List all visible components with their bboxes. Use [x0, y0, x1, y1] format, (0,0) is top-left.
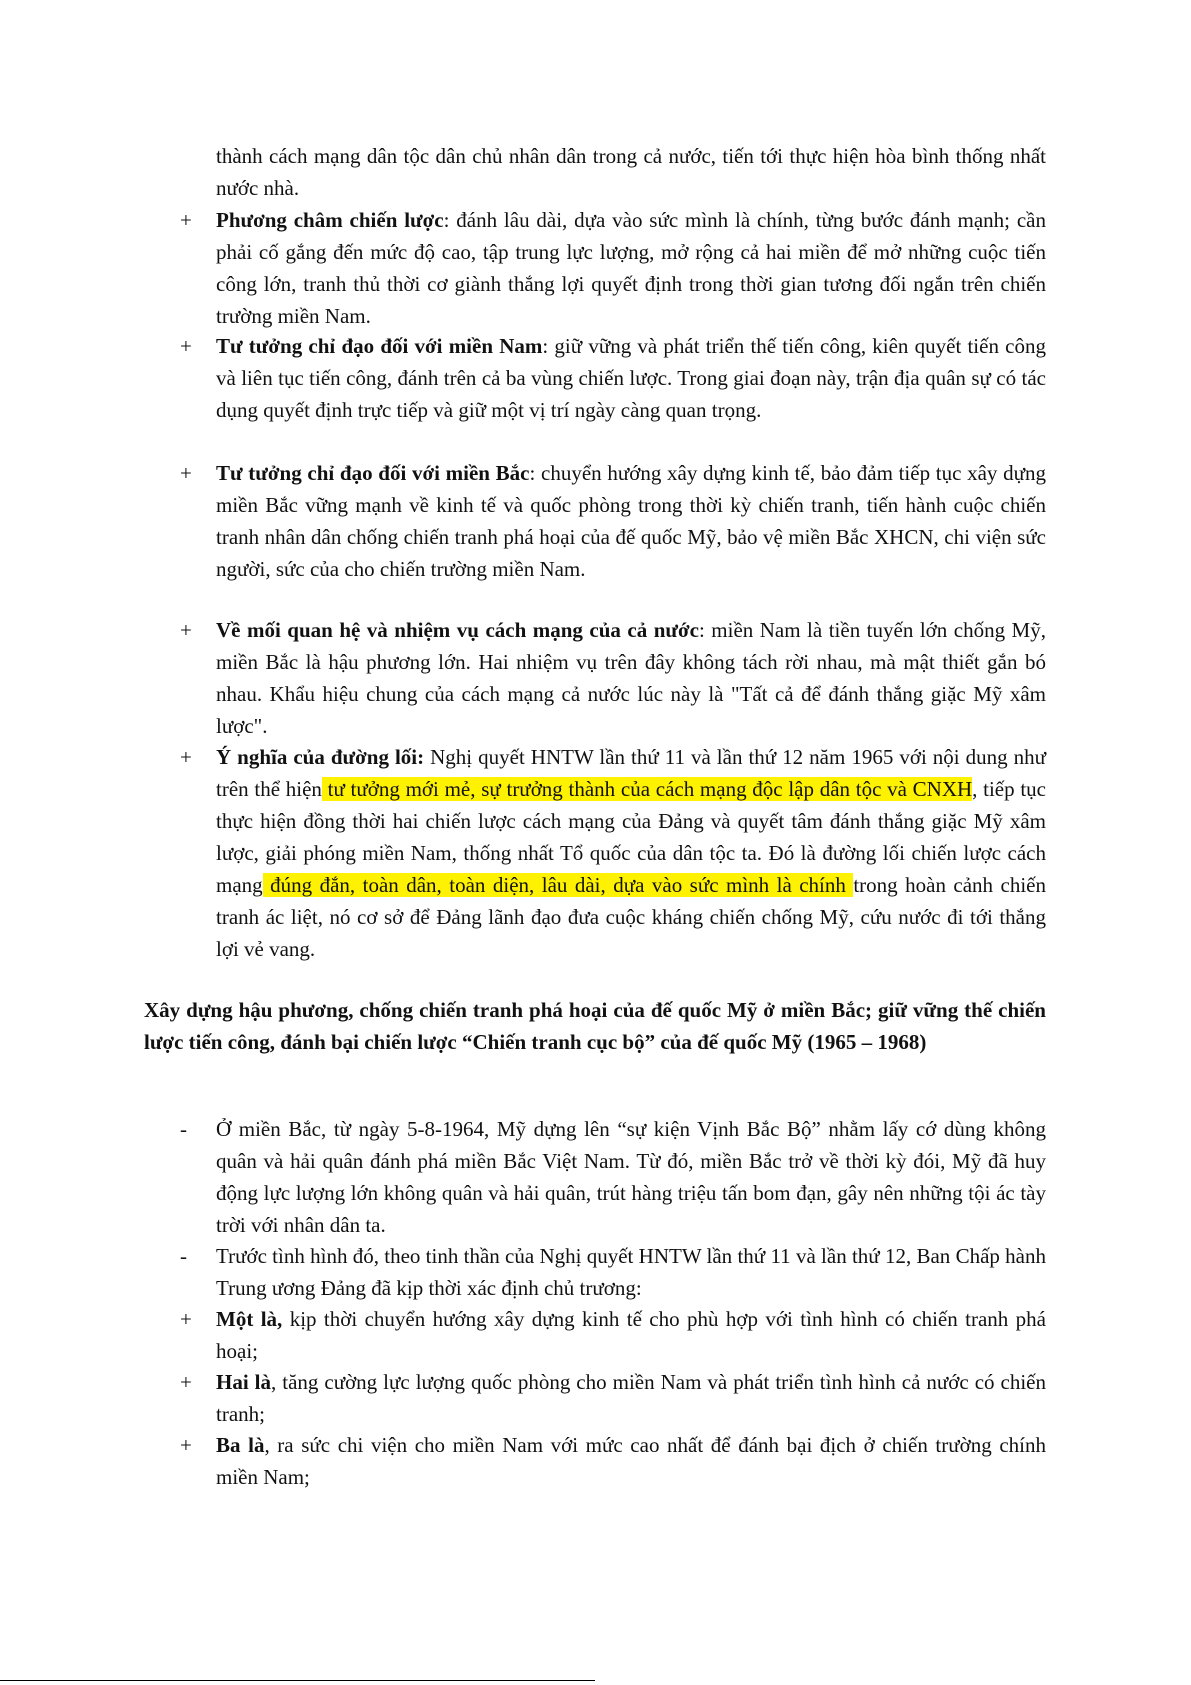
list-item-north-guidance — [180, 457, 1047, 585]
item-text: , tăng cường lực lượng quốc phòng cho miền Nam và phát triển tình hình cả nước có chiến tranh; — [216, 1370, 1046, 1426]
plus-bullet: + — [180, 1433, 192, 1457]
item-text: Nghị quyết HNTW lần thứ 11 và lần thứ 12 năm 1965 với nội dung như trên thể hiện — [216, 745, 1047, 801]
plus-bullet: + — [180, 334, 192, 358]
item-label: Tư tưởng chỉ đạo đối với miền Bắc — [216, 461, 530, 485]
plus-bullet: + — [180, 208, 192, 232]
highlighted-text: đúng đắn, toàn dân, toàn diện, lâu dài, dựa vào sức mình là chính — [262, 873, 854, 897]
dash-bullet: - — [180, 1117, 187, 1141]
item-label: Ba là — [216, 1433, 265, 1457]
list-item-significance — [180, 741, 1047, 965]
plus-bullet: + — [180, 745, 192, 769]
paragraph-text: thành cách mạng dân tộc dân chủ nhân dân trong cả nước, tiến tới thực hiện hòa bình thống nhất nước nhà. — [216, 144, 1046, 200]
plus-bullet: + — [180, 1307, 192, 1331]
item-label: Phương châm chiến lược — [216, 208, 444, 232]
dash-bullet: - — [180, 1244, 187, 1268]
item-text: , tiếp tục thực hiện đồng thời hai chiến lược cách mạng của Đảng và quyết tâm đánh thắng giặc Mỹ xâm lược, giải phóng miền Nam, thống nhất Tổ quốc của dân tộc ta. Đó là đường lối chiến lược cách mạng — [216, 777, 1047, 897]
item-label: Tư tưởng chỉ đạo đối với miền Nam — [216, 334, 543, 358]
item-text: Ở miền Bắc, từ ngày 5-8-1964, Mỹ dựng lên “sự kiện Vịnh Bắc Bộ” nhằm lấy cớ dùng không quân và hải quân đánh phá miền Bắc Việt Nam. Từ đó, miền Bắc trở về thời kỳ đói, Mỹ đã huy động lực lượng lớn không quân và hải quân, trút hàng triệu tấn bom đạn, gây nên những tội ác tày trời với nhân dân ta. — [216, 1117, 1046, 1237]
highlighted-text: tư tưởng mới mẻ, sự trưởng thành của cách mạng độc lập dân tộc và CNXH — [321, 777, 973, 801]
item-text: : giữ vững và phát triển thế tiến công, kiên quyết tiến công và liên tục tiến công, đánh trên cả ba vùng chiến lược. Trong giai đoạn này, trận địa quân sự có tác dụng quyết định trực tiếp và giữ một vị trí ngày càng quan trọng. — [216, 334, 1046, 422]
list-item-relationship — [180, 614, 1046, 742]
item-label: Một là, — [216, 1307, 283, 1331]
item-text: : chuyển hướng xây dựng kinh tế, bảo đảm tiếp tục xây dựng miền Bắc vững mạnh về kinh tế và quốc phòng trong thời kỳ chiến tranh, tiến hành cuộc chiến tranh nhân dân chống chiến tranh phá hoại của đế quốc Mỹ, bảo vệ miền Bắc XHCN, chi viện sức người, sức của cho chiến trường miền Nam. — [216, 461, 1047, 581]
list-item-party-policy — [180, 1240, 1046, 1304]
list-item-second — [180, 1366, 1046, 1430]
item-label: Hai là — [216, 1370, 271, 1394]
list-item-north-attack — [180, 1113, 1046, 1241]
list-item-first — [180, 1303, 1046, 1367]
list-item-south-guidance — [180, 330, 1046, 426]
item-text: kịp thời chuyển hướng xây dựng kinh tế cho phù hợp với tình hình có chiến tranh phá hoại; — [216, 1307, 1046, 1363]
list-item-strategic-motto — [180, 204, 1046, 332]
plus-bullet: + — [180, 618, 192, 642]
item-text: : đánh lâu dài, dựa vào sức mình là chính, từng bước đánh mạnh; cần phải cố gắng đến mức độ cao, tập trung lực lượng, mở rộng cả hai miền để mở những cuộc tiến công lớn, tranh thủ thời cơ giành thắng lợi quyết định trong thời gian tương đối ngắn trên chiến trường miền Nam. — [216, 208, 1046, 328]
plus-bullet: + — [180, 461, 192, 485]
item-label: Về mối quan hệ và nhiệm vụ cách mạng của cả nước — [216, 618, 699, 642]
item-text: , ra sức chi viện cho miền Nam với mức cao nhất để đánh bại địch ở chiến trường chính miền Nam; — [216, 1433, 1046, 1489]
plus-bullet: + — [180, 1370, 192, 1394]
item-label: Ý nghĩa của đường lối: — [216, 745, 425, 769]
item-text: Trước tình hình đó, theo tinh thần của Nghị quyết HNTW lần thứ 11 và lần thứ 12, Ban Chấp hành Trung ương Đảng đã kịp thời xác định chủ trương: — [216, 1244, 1046, 1300]
item-text: trong hoàn cảnh chiến tranh ác liệt, nó cơ sở để Đảng lãnh đạo đưa cuộc kháng chiến chống Mỹ, cứu nước đi tới thắng lợi vẻ vang. — [216, 873, 1046, 961]
footer-divider — [0, 1680, 595, 1681]
section-heading: Xây dựng hậu phương, chống chiến tranh phá hoại của đế quốc Mỹ ở miền Bắc; giữ vững thế chiến lược tiến công, đánh bại chiến lược “Chiến tranh cục bộ” của đế quốc Mỹ (1965 – 1968) — [144, 998, 1046, 1054]
paragraph-continuation — [216, 140, 1046, 204]
list-item-third — [180, 1429, 1046, 1493]
item-text: : miền Nam là tiền tuyến lớn chống Mỹ, miền Bắc là hậu phương lớn. Hai nhiệm vụ trên đây không tách rời nhau, mà mật thiết gắn bó nhau. Khẩu hiệu chung của cách mạng cả nước lúc này là "Tất cả để đánh thắng giặc Mỹ xâm lược". — [216, 618, 1046, 738]
